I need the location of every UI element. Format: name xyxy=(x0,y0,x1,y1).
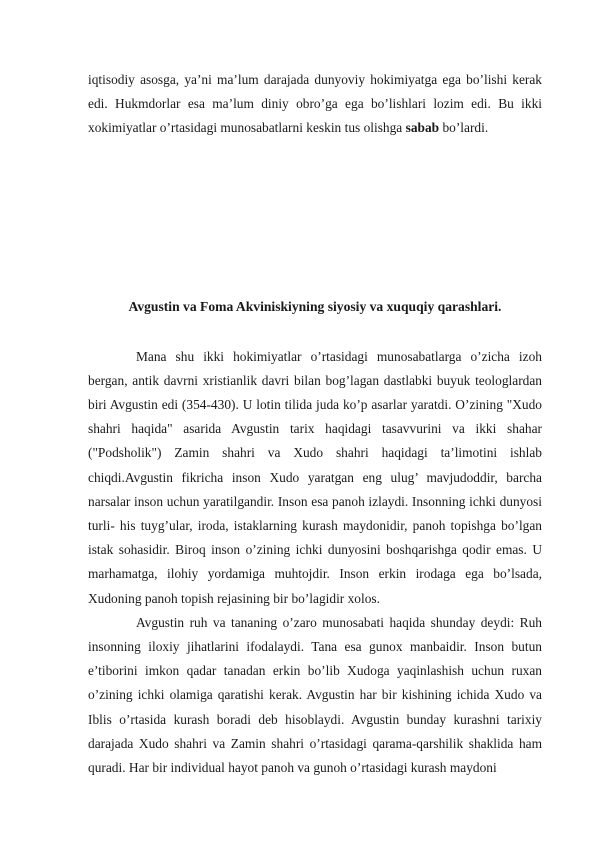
body-paragraph-1: Mana shu ikki hokimiyatlar o’rtasidagi munosabatlarga o’zicha izoh bergan, antik davrni xristianlik davri bilan bog’lagan dastlabki buyuk teologlardan biri Avgustin edi (354-430). U lotin tilida juda ko’p asarlar yaratdi. O’zining "Xudo shahri haqida" asarida Avgustin tarix haqidagi tasavvurini va ikki shahar ("Podsholik") Zamin shahri va Xudo shahri haqidagi ta’limotini ishlab chiqdi.Avgustin fikricha inson Xudo yaratgan eng ulug’ mavjudoddir, barcha narsalar inson uchun yaratilgandir. Inson esa panoh izlaydi. Insonning ichki dunyosi turli- his tuyg’ular, iroda, istaklarning kurash maydonidir, panoh topishga bo’lgan istak sohasidir. Biroq inson o’zining ichki dunyosini boshqarishga qodir emas. U marhamatga, ilohiy yordamiga muhtojdir. Inson erkin irodaga ega bo’lsada, Xudoning panoh topish rejasining bir bo’lagidir xolos. xyxy=(88,348,542,606)
intro-text-end: bo’lardi. xyxy=(439,120,489,136)
section-heading: Avgustin va Foma Akviniskiyning siyosiy va xuquqiy qarashlari. xyxy=(128,298,502,314)
intro-text: iqtisodiy asosga, ya’ni ma’lum darajada dunyoviy hokimiyatga ega bo’lishi kerak edi. Hukmdorlar esa ma’lum diniy obro’ga ega bo’lishlari lozim edi. Bu ikki xokimiyatlar o’rtasidagi munosabatlarni keskin tus olishga xyxy=(88,72,542,136)
body-paragraph-2: Avgustin ruh va tananing o’zaro munosabati haqida shunday deydi: Ruh insonning iloxiy jihatlarini ifodalaydi. Tana esa gunox manbaidir. Inson butun e’tiborini imkon qadar tanadan erkin bo’lib Xudoga yaqinlashish uchun ruxan o’zining ichki olamiga qaratishi kerak. Avgustin har bir kishining ichida Xudo va Iblis o’rtasida kurash boradi deb hisoblaydi. Avgustin bunday kurashni tarixiy darajada Xudo shahri va Zamin shahri o’rtasidagi qarama-qarshilik shaklida ham quradi. Har bir individual hayot panoh va gunoh o’rtasidagi kurash maydoni xyxy=(88,614,542,776)
intro-bold-word: sabab xyxy=(405,120,440,136)
intro-paragraph xyxy=(88,68,542,141)
